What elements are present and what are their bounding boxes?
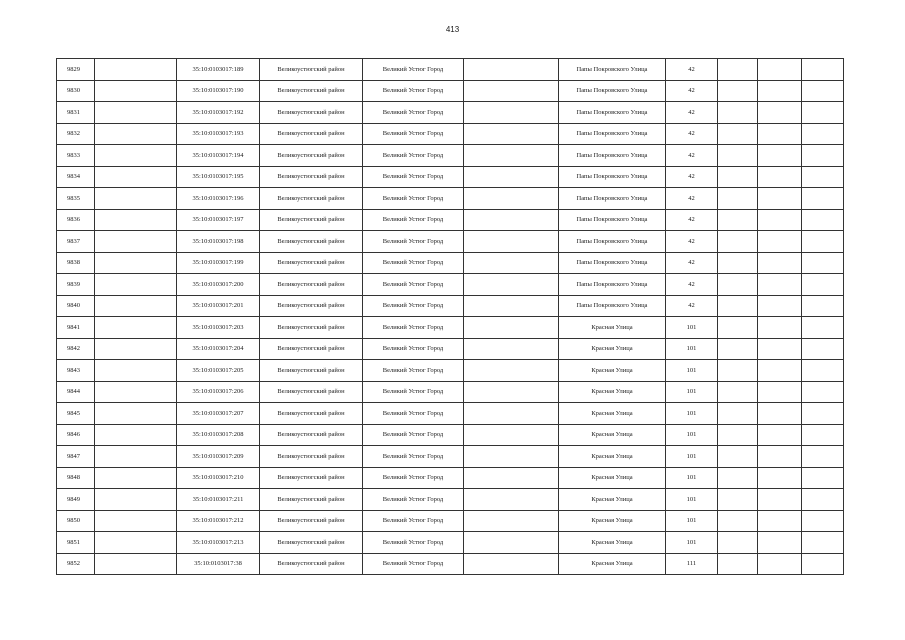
cell-cadastral-number: 35:10:0103017:38 <box>177 553 260 575</box>
cell-record-number: 9840 <box>57 295 95 317</box>
cell-district: Великоустюгский район <box>260 252 363 274</box>
cell-house-number: 42 <box>666 59 718 81</box>
cell-record-number: 9833 <box>57 145 95 167</box>
cell-empty-10 <box>758 80 802 102</box>
cell-city: Великий Устюг Город <box>363 467 464 489</box>
cell-house-number: 42 <box>666 188 718 210</box>
cell-street: Красная Улица <box>559 553 666 575</box>
cell-house-number: 42 <box>666 123 718 145</box>
cell-empty-10 <box>758 338 802 360</box>
cell-empty-2 <box>95 532 177 554</box>
cell-empty-9 <box>718 381 758 403</box>
cell-empty-10 <box>758 510 802 532</box>
cell-street: Красная Улица <box>559 317 666 339</box>
cell-cadastral-number: 35:10:0103017:209 <box>177 446 260 468</box>
cell-empty-10 <box>758 252 802 274</box>
cell-empty-10 <box>758 381 802 403</box>
cell-house-number: 42 <box>666 252 718 274</box>
table-row <box>57 231 844 253</box>
cell-city: Великий Устюг Город <box>363 295 464 317</box>
cell-empty-9 <box>718 123 758 145</box>
cell-empty-2 <box>95 252 177 274</box>
table-row <box>57 403 844 425</box>
table-row <box>57 467 844 489</box>
table-row <box>57 102 844 124</box>
cell-empty-11 <box>802 553 844 575</box>
cell-empty-6 <box>464 209 559 231</box>
cell-empty-6 <box>464 532 559 554</box>
cell-street: Красная Улица <box>559 510 666 532</box>
table-row <box>57 360 844 382</box>
cell-empty-10 <box>758 59 802 81</box>
cell-record-number: 9830 <box>57 80 95 102</box>
cell-empty-9 <box>718 231 758 253</box>
cell-street: Красная Улица <box>559 489 666 511</box>
cell-cadastral-number: 35:10:0103017:208 <box>177 424 260 446</box>
cell-empty-10 <box>758 360 802 382</box>
table-row <box>57 123 844 145</box>
cell-empty-11 <box>802 510 844 532</box>
cell-empty-11 <box>802 252 844 274</box>
cell-empty-6 <box>464 274 559 296</box>
cell-empty-11 <box>802 274 844 296</box>
cell-empty-11 <box>802 231 844 253</box>
cell-cadastral-number: 35:10:0103017:199 <box>177 252 260 274</box>
table-row <box>57 381 844 403</box>
cell-empty-11 <box>802 360 844 382</box>
cell-empty-9 <box>718 295 758 317</box>
cell-cadastral-number: 35:10:0103017:195 <box>177 166 260 188</box>
cell-empty-10 <box>758 145 802 167</box>
cell-empty-6 <box>464 381 559 403</box>
cell-district: Великоустюгский район <box>260 360 363 382</box>
cell-record-number: 9842 <box>57 338 95 360</box>
cell-empty-11 <box>802 489 844 511</box>
cell-street: Красная Улица <box>559 381 666 403</box>
cell-empty-11 <box>802 80 844 102</box>
cell-empty-9 <box>718 446 758 468</box>
cell-house-number: 42 <box>666 80 718 102</box>
cell-cadastral-number: 35:10:0103017:189 <box>177 59 260 81</box>
cell-street: Папы Покровского Улица <box>559 188 666 210</box>
cell-empty-10 <box>758 467 802 489</box>
cell-empty-2 <box>95 166 177 188</box>
cell-street: Папы Покровского Улица <box>559 209 666 231</box>
cell-empty-6 <box>464 403 559 425</box>
cell-street: Папы Покровского Улица <box>559 166 666 188</box>
cell-record-number: 9846 <box>57 424 95 446</box>
cell-empty-2 <box>95 59 177 81</box>
cell-district: Великоустюгский район <box>260 317 363 339</box>
cell-cadastral-number: 35:10:0103017:205 <box>177 360 260 382</box>
table-row <box>57 274 844 296</box>
cell-empty-10 <box>758 209 802 231</box>
table-row <box>57 317 844 339</box>
cell-empty-2 <box>95 553 177 575</box>
cell-house-number: 111 <box>666 553 718 575</box>
cell-record-number: 9850 <box>57 510 95 532</box>
cell-empty-6 <box>464 360 559 382</box>
cell-cadastral-number: 35:10:0103017:213 <box>177 532 260 554</box>
cell-empty-6 <box>464 102 559 124</box>
cell-city: Великий Устюг Город <box>363 166 464 188</box>
cell-empty-11 <box>802 403 844 425</box>
cell-city: Великий Устюг Город <box>363 532 464 554</box>
cell-empty-10 <box>758 424 802 446</box>
table-row <box>57 424 844 446</box>
cell-house-number: 42 <box>666 295 718 317</box>
cell-district: Великоустюгский район <box>260 403 363 425</box>
cell-empty-9 <box>718 338 758 360</box>
table-row <box>57 209 844 231</box>
cell-empty-6 <box>464 317 559 339</box>
cell-empty-11 <box>802 166 844 188</box>
cell-empty-10 <box>758 446 802 468</box>
cell-empty-6 <box>464 489 559 511</box>
cell-cadastral-number: 35:10:0103017:210 <box>177 467 260 489</box>
cell-city: Великий Устюг Город <box>363 510 464 532</box>
cell-district: Великоустюгский район <box>260 145 363 167</box>
cell-city: Великий Устюг Город <box>363 252 464 274</box>
cell-cadastral-number: 35:10:0103017:204 <box>177 338 260 360</box>
cell-empty-9 <box>718 59 758 81</box>
cell-city: Великий Устюг Город <box>363 188 464 210</box>
cell-empty-2 <box>95 145 177 167</box>
cell-district: Великоустюгский район <box>260 446 363 468</box>
cell-record-number: 9851 <box>57 532 95 554</box>
cell-district: Великоустюгский район <box>260 295 363 317</box>
cell-empty-6 <box>464 123 559 145</box>
cell-street: Красная Улица <box>559 532 666 554</box>
page-number: 413 <box>445 25 460 34</box>
cell-empty-9 <box>718 145 758 167</box>
cell-empty-2 <box>95 467 177 489</box>
cell-empty-6 <box>464 446 559 468</box>
cell-cadastral-number: 35:10:0103017:192 <box>177 102 260 124</box>
cell-empty-9 <box>718 403 758 425</box>
table-row <box>57 252 844 274</box>
cell-empty-6 <box>464 467 559 489</box>
cell-house-number: 101 <box>666 360 718 382</box>
cell-empty-9 <box>718 317 758 339</box>
cell-empty-2 <box>95 338 177 360</box>
cell-empty-10 <box>758 166 802 188</box>
cell-empty-2 <box>95 360 177 382</box>
cell-empty-10 <box>758 274 802 296</box>
cell-empty-2 <box>95 381 177 403</box>
cell-empty-6 <box>464 80 559 102</box>
cell-district: Великоустюгский район <box>260 209 363 231</box>
cell-city: Великий Устюг Город <box>363 338 464 360</box>
cell-empty-9 <box>718 489 758 511</box>
table-row <box>57 145 844 167</box>
cell-district: Великоустюгский район <box>260 424 363 446</box>
cell-street: Красная Улица <box>559 467 666 489</box>
cell-city: Великий Устюг Город <box>363 403 464 425</box>
cell-house-number: 42 <box>666 209 718 231</box>
cell-empty-2 <box>95 489 177 511</box>
cell-empty-11 <box>802 102 844 124</box>
cell-record-number: 9837 <box>57 231 95 253</box>
cell-district: Великоустюгский район <box>260 553 363 575</box>
cell-empty-11 <box>802 59 844 81</box>
cell-street: Папы Покровского Улица <box>559 80 666 102</box>
cell-city: Великий Устюг Город <box>363 231 464 253</box>
table-row <box>57 338 844 360</box>
cell-cadastral-number: 35:10:0103017:212 <box>177 510 260 532</box>
cell-street: Папы Покровского Улица <box>559 252 666 274</box>
cell-empty-6 <box>464 59 559 81</box>
cell-street: Папы Покровского Улица <box>559 145 666 167</box>
cell-city: Великий Устюг Город <box>363 80 464 102</box>
cell-house-number: 101 <box>666 317 718 339</box>
cell-record-number: 9839 <box>57 274 95 296</box>
cell-district: Великоустюгский район <box>260 489 363 511</box>
cell-empty-2 <box>95 231 177 253</box>
cell-empty-9 <box>718 553 758 575</box>
cell-cadastral-number: 35:10:0103017:194 <box>177 145 260 167</box>
cell-street: Красная Улица <box>559 338 666 360</box>
table-row <box>57 166 844 188</box>
cell-record-number: 9852 <box>57 553 95 575</box>
cell-district: Великоустюгский район <box>260 166 363 188</box>
cell-cadastral-number: 35:10:0103017:193 <box>177 123 260 145</box>
cell-empty-2 <box>95 446 177 468</box>
cell-city: Великий Устюг Город <box>363 553 464 575</box>
cell-empty-11 <box>802 188 844 210</box>
cell-record-number: 9841 <box>57 317 95 339</box>
cell-empty-9 <box>718 510 758 532</box>
cell-district: Великоустюгский район <box>260 510 363 532</box>
cell-empty-2 <box>95 424 177 446</box>
cell-district: Великоустюгский район <box>260 467 363 489</box>
cell-empty-10 <box>758 532 802 554</box>
cell-city: Великий Устюг Город <box>363 360 464 382</box>
cell-city: Великий Устюг Город <box>363 424 464 446</box>
cell-empty-6 <box>464 510 559 532</box>
cell-empty-9 <box>718 424 758 446</box>
cell-empty-11 <box>802 317 844 339</box>
cell-empty-2 <box>95 80 177 102</box>
cell-empty-9 <box>718 80 758 102</box>
cell-record-number: 9847 <box>57 446 95 468</box>
cell-empty-6 <box>464 145 559 167</box>
cell-empty-2 <box>95 123 177 145</box>
cell-house-number: 101 <box>666 338 718 360</box>
cell-house-number: 42 <box>666 145 718 167</box>
cell-empty-2 <box>95 317 177 339</box>
cell-district: Великоустюгский район <box>260 532 363 554</box>
cell-cadastral-number: 35:10:0103017:206 <box>177 381 260 403</box>
cell-empty-11 <box>802 381 844 403</box>
cell-empty-10 <box>758 102 802 124</box>
cell-empty-6 <box>464 338 559 360</box>
cell-city: Великий Устюг Город <box>363 59 464 81</box>
cell-house-number: 42 <box>666 166 718 188</box>
cell-empty-9 <box>718 188 758 210</box>
cell-empty-11 <box>802 424 844 446</box>
cell-cadastral-number: 35:10:0103017:200 <box>177 274 260 296</box>
registry-body <box>57 59 844 575</box>
cell-street: Папы Покровского Улица <box>559 274 666 296</box>
cell-empty-11 <box>802 145 844 167</box>
cell-record-number: 9831 <box>57 102 95 124</box>
cell-record-number: 9838 <box>57 252 95 274</box>
cell-house-number: 101 <box>666 403 718 425</box>
cell-empty-10 <box>758 403 802 425</box>
cell-house-number: 101 <box>666 489 718 511</box>
cell-empty-10 <box>758 123 802 145</box>
cell-empty-9 <box>718 166 758 188</box>
cell-empty-10 <box>758 188 802 210</box>
cell-empty-9 <box>718 102 758 124</box>
cell-empty-2 <box>95 188 177 210</box>
cell-empty-6 <box>464 553 559 575</box>
cell-empty-6 <box>464 295 559 317</box>
cell-record-number: 9844 <box>57 381 95 403</box>
cell-empty-2 <box>95 274 177 296</box>
cell-district: Великоустюгский район <box>260 274 363 296</box>
table-row <box>57 188 844 210</box>
table-row <box>57 295 844 317</box>
cell-record-number: 9834 <box>57 166 95 188</box>
cell-empty-9 <box>718 532 758 554</box>
cell-empty-10 <box>758 489 802 511</box>
cell-city: Великий Устюг Город <box>363 446 464 468</box>
cell-district: Великоустюгский район <box>260 123 363 145</box>
cell-empty-9 <box>718 252 758 274</box>
cell-empty-10 <box>758 231 802 253</box>
cell-street: Красная Улица <box>559 360 666 382</box>
cell-empty-11 <box>802 532 844 554</box>
cell-city: Великий Устюг Город <box>363 123 464 145</box>
table-row <box>57 446 844 468</box>
cell-house-number: 42 <box>666 274 718 296</box>
cell-record-number: 9832 <box>57 123 95 145</box>
cell-empty-2 <box>95 209 177 231</box>
table-row <box>57 510 844 532</box>
table-row <box>57 80 844 102</box>
cell-street: Папы Покровского Улица <box>559 123 666 145</box>
cell-district: Великоустюгский район <box>260 381 363 403</box>
cell-record-number: 9835 <box>57 188 95 210</box>
cell-city: Великий Устюг Город <box>363 209 464 231</box>
cell-cadastral-number: 35:10:0103017:197 <box>177 209 260 231</box>
cell-house-number: 42 <box>666 231 718 253</box>
cell-record-number: 9845 <box>57 403 95 425</box>
cell-city: Великий Устюг Город <box>363 381 464 403</box>
cell-empty-10 <box>758 295 802 317</box>
cell-empty-10 <box>758 553 802 575</box>
cell-house-number: 101 <box>666 532 718 554</box>
cell-empty-6 <box>464 166 559 188</box>
cell-empty-11 <box>802 338 844 360</box>
cell-house-number: 101 <box>666 446 718 468</box>
cell-cadastral-number: 35:10:0103017:203 <box>177 317 260 339</box>
cell-empty-10 <box>758 317 802 339</box>
table-row <box>57 532 844 554</box>
cell-record-number: 9843 <box>57 360 95 382</box>
cell-empty-9 <box>718 274 758 296</box>
cell-cadastral-number: 35:10:0103017:207 <box>177 403 260 425</box>
cell-record-number: 9836 <box>57 209 95 231</box>
cell-empty-9 <box>718 360 758 382</box>
cell-empty-9 <box>718 467 758 489</box>
cell-empty-11 <box>802 446 844 468</box>
cell-district: Великоустюгский район <box>260 102 363 124</box>
cell-house-number: 42 <box>666 102 718 124</box>
table-row <box>57 489 844 511</box>
cell-empty-6 <box>464 424 559 446</box>
cell-empty-2 <box>95 403 177 425</box>
cell-street: Красная Улица <box>559 424 666 446</box>
cell-cadastral-number: 35:10:0103017:190 <box>177 80 260 102</box>
cell-street: Папы Покровского Улица <box>559 102 666 124</box>
cell-district: Великоустюгский район <box>260 231 363 253</box>
cell-district: Великоустюгский район <box>260 188 363 210</box>
cell-street: Красная Улица <box>559 446 666 468</box>
cell-district: Великоустюгский район <box>260 338 363 360</box>
cell-empty-9 <box>718 209 758 231</box>
cell-street: Папы Покровского Улица <box>559 295 666 317</box>
cell-district: Великоустюгский район <box>260 80 363 102</box>
cell-city: Великий Устюг Город <box>363 145 464 167</box>
cell-empty-6 <box>464 252 559 274</box>
cell-empty-2 <box>95 510 177 532</box>
cell-house-number: 101 <box>666 467 718 489</box>
registry-table <box>56 58 844 575</box>
cell-street: Красная Улица <box>559 403 666 425</box>
cell-city: Великий Устюг Город <box>363 489 464 511</box>
cell-empty-11 <box>802 123 844 145</box>
cell-city: Великий Устюг Город <box>363 274 464 296</box>
cell-empty-6 <box>464 188 559 210</box>
cell-house-number: 101 <box>666 381 718 403</box>
cell-cadastral-number: 35:10:0103017:196 <box>177 188 260 210</box>
cell-district: Великоустюгский район <box>260 59 363 81</box>
cell-empty-6 <box>464 231 559 253</box>
cell-record-number: 9848 <box>57 467 95 489</box>
cell-cadastral-number: 35:10:0103017:201 <box>177 295 260 317</box>
table-row <box>57 59 844 81</box>
cell-empty-11 <box>802 295 844 317</box>
cell-house-number: 101 <box>666 424 718 446</box>
cell-street: Папы Покровского Улица <box>559 231 666 253</box>
cell-city: Великий Устюг Город <box>363 317 464 339</box>
cell-street: Папы Покровского Улица <box>559 59 666 81</box>
cell-city: Великий Устюг Город <box>363 102 464 124</box>
cell-cadastral-number: 35:10:0103017:211 <box>177 489 260 511</box>
cell-empty-2 <box>95 295 177 317</box>
cell-record-number: 9829 <box>57 59 95 81</box>
cell-cadastral-number: 35:10:0103017:198 <box>177 231 260 253</box>
cell-house-number: 101 <box>666 510 718 532</box>
cell-record-number: 9849 <box>57 489 95 511</box>
cell-empty-11 <box>802 209 844 231</box>
table-row <box>57 553 844 575</box>
cell-empty-11 <box>802 467 844 489</box>
cell-empty-2 <box>95 102 177 124</box>
